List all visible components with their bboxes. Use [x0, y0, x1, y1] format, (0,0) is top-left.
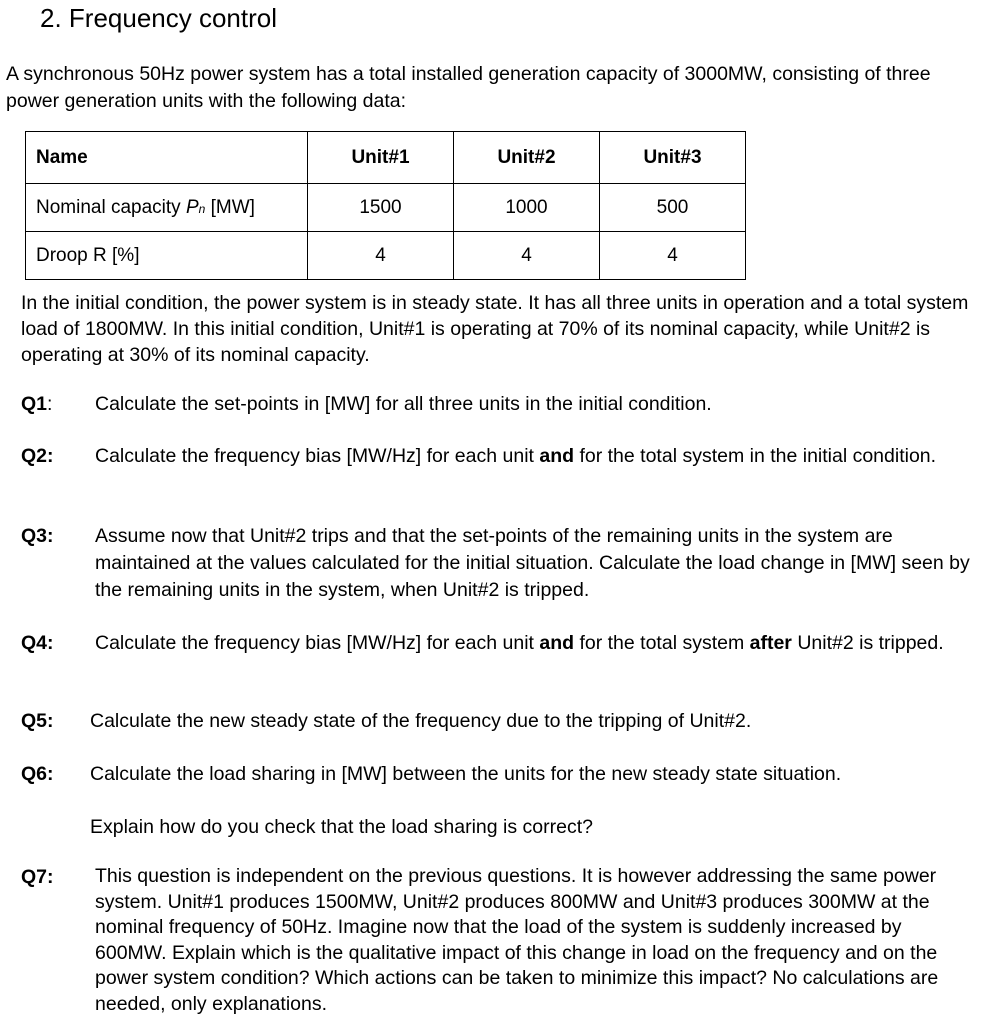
question-label-q3: Q3: — [21, 525, 54, 547]
table-row-label: Nominal capacity Pn [MW] — [26, 184, 308, 232]
table-row — [26, 184, 746, 232]
question-label-q1: Q1: — [21, 393, 53, 415]
question-label-q2: Q2: — [21, 445, 54, 467]
section-heading: 2. Frequency control — [40, 3, 278, 33]
table-row — [26, 232, 746, 280]
question-text-q6: Calculate the load sharing in [MW] between the units for the new steady state situation. — [90, 763, 842, 785]
question-text-q5: Calculate the new steady state of the frequency due to the tripping of Unit#2. — [90, 710, 752, 732]
question-text-q7: This question is independent on the previous questions. It is however addressing the same power system. Unit#1 produces 1500MW, Unit#2 produces 800MW and Unit#3 produces 300MW at the nominal frequency of 50Hz. Imagine now that the load of the system is suddenly increased by 600MW. Explain which is the qualitative impact of this change in load on the frequency and on the power system condition? Which actions can be taken to minimize this impact? No calculations are needed, only explanations. — [95, 865, 939, 1015]
question-text-q2: Calculate the frequency bias [MW/Hz] for each unit and for the total system in the initial condition. — [95, 445, 937, 467]
table-header-cell: Name — [26, 132, 308, 184]
table-header-row — [26, 132, 746, 184]
intro-paragraph: A synchronous 50Hz power system has a total installed generation capacity of 3000MW, consisting of three power generation units with the following data: — [6, 63, 931, 112]
table-cell: 4 — [308, 232, 454, 280]
question-text-q6-followup: Explain how do you check that the load sharing is correct? — [90, 816, 593, 838]
question-label-q4: Q4: — [21, 632, 54, 654]
unit-data-table — [25, 131, 746, 280]
table-header-cell: Unit#3 — [600, 132, 746, 184]
question-text-q3: Assume now that Unit#2 trips and that the set-points of the remaining units in the system are maintained at the values calculated for the initial situation. Calculate the load change in [MW] seen by the remaining units in the system, when Unit#2 is tripped. — [95, 525, 970, 601]
table-cell: 4 — [600, 232, 746, 280]
question-label-q7: Q7: — [21, 866, 54, 888]
table-cell: 1000 — [454, 184, 600, 232]
question-text-q4: Calculate the frequency bias [MW/Hz] for each unit and for the total system after Unit#2 is tripped. — [95, 632, 944, 654]
table-header-cell: Unit#2 — [454, 132, 600, 184]
question-label-q6: Q6: — [21, 763, 54, 785]
question-label-q5: Q5: — [21, 710, 54, 732]
question-text-q1: Calculate the set-points in [MW] for all three units in the initial condition. — [95, 393, 712, 415]
table-cell: 4 — [454, 232, 600, 280]
table-cell: 500 — [600, 184, 746, 232]
table-cell: 1500 — [308, 184, 454, 232]
table-row-label: Droop R [%] — [26, 232, 308, 280]
table-header-cell: Unit#1 — [308, 132, 454, 184]
initial-condition-paragraph: In the initial condition, the power system is in steady state. It has all three units in operation and a total system load of 1800MW. In this initial condition, Unit#1 is operating at 70% of its nominal capacity, while Unit#2 is operating at 30% of its nominal capacity. — [21, 292, 969, 366]
